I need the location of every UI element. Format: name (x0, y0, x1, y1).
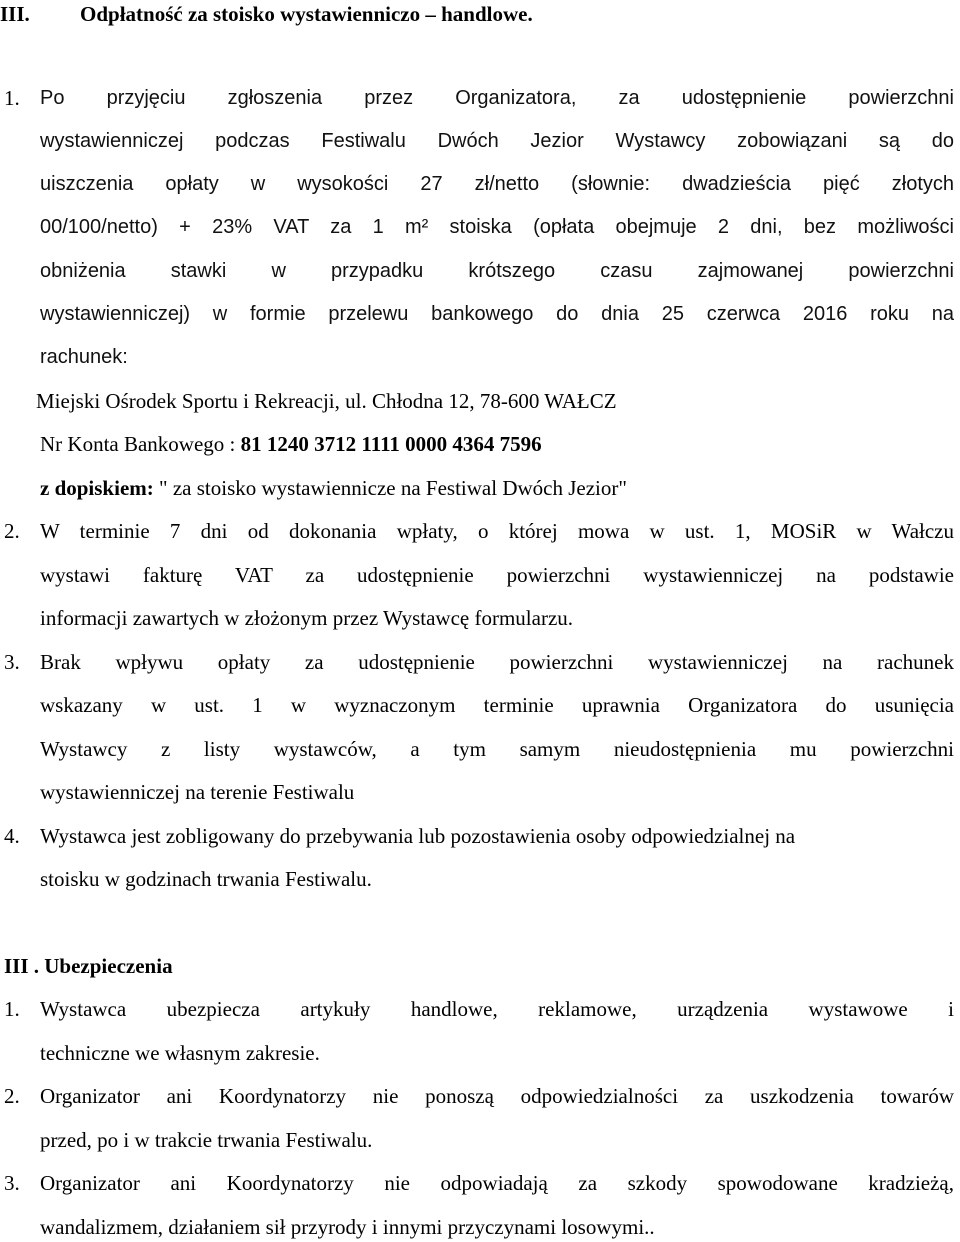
note-label: z dopiskiem: (40, 476, 154, 500)
p1-line-2: wystawienniczej podczas Festiwalu Dwóch Jezior Wystawcy zobowiązani są do (40, 130, 954, 152)
u2-line-2: przed, po i w trakcie trwania Festiwalu. (40, 1128, 373, 1152)
u1-line-2: techniczne we własnym zakresie. (40, 1041, 320, 1065)
paragraph-number: 2. (4, 1084, 20, 1108)
u3-line-2: wandalizmem, działaniem sił przyrody i innymi przyczynami losowymi.. (40, 1215, 655, 1239)
note-text: " za stoisko wystawiennicze na Festiwal Dwóch Jezior" (153, 476, 627, 500)
p1-line-6: wystawienniczej) w formie przelewu bankowego do dnia 25 czerwca 2016 roku na (40, 303, 954, 325)
u2-line-1: Organizator ani Koordynatorzy nie ponoszą odpowiedzialności za uszkodzenia towarów (40, 1084, 954, 1108)
p1-line-7: rachunek: (40, 346, 128, 368)
p3-line-2: wskazany w ust. 1 w wyznaczonym terminie uprawnia Organizatora do usunięcia (40, 693, 954, 717)
transfer-note-line (40, 476, 954, 500)
bank-account-line (40, 432, 954, 456)
u3-line-1: Organizator ani Koordynatorzy nie odpowiadają za szkody spowodowane kradzieżą, (40, 1171, 954, 1195)
account-label: Nr Konta Bankowego : (40, 432, 241, 456)
account-number: 81 1240 3712 1111 0000 4364 7596 (240, 432, 542, 456)
p2-line-3: informacji zawartych w złożonym przez Wystawcę formularzu. (40, 606, 574, 630)
paragraph-number: 1. (4, 86, 20, 110)
p1-line-5: obniżenia stawki w przypadku krótszego czasu zajmowanej powierzchni (40, 260, 954, 282)
p2-line-2: wystawi fakturę VAT za udostępnienie powierzchni wystawienniczej na podstawie (40, 563, 954, 587)
section-number: III. (0, 2, 30, 26)
recipient-address: Miejski Ośrodek Sportu i Rekreacji, ul. Chłodna 12, 78-600 WAŁCZ (36, 389, 617, 413)
paragraph-number: 1. (4, 997, 20, 1021)
p3-line-4: wystawienniczej na terenie Festiwalu (40, 780, 355, 804)
u1-line-1: Wystawca ubezpiecza artykuły handlowe, reklamowe, urządzenia wystawowe i (40, 997, 954, 1021)
section-heading-ubezpieczenia: III . Ubezpieczenia (4, 954, 173, 978)
p4-line-1: Wystawca jest zobligowany do przebywania lub pozostawienia osoby odpowiedzialnej na (40, 824, 796, 848)
p2-line-1: W terminie 7 dni od dokonania wpłaty, o której mowa w ust. 1, MOSiR w Wałczu (40, 519, 954, 543)
p1-line-3: uiszczenia opłaty w wysokości 27 zł/netto (słownie: dwadzieścia pięć złotych (40, 173, 954, 195)
paragraph-number: 3. (4, 650, 20, 674)
paragraph-number: 4. (4, 824, 20, 848)
paragraph-number: 2. (4, 519, 20, 543)
p1-line-1: Po przyjęciu zgłoszenia przez Organizatora, za udostępnienie powierzchni (40, 87, 954, 109)
paragraph-number: 3. (4, 1171, 20, 1195)
p4-line-2: stoisku w godzinach trwania Festiwalu. (40, 867, 372, 891)
p1-line-4: 00/100/netto) + 23% VAT za 1 m² stoiska (opłata obejmuje 2 dni, bez możliwości (40, 216, 954, 238)
section-title: Odpłatność za stoisko wystawienniczo – handlowe. (80, 2, 533, 26)
p3-line-1: Brak wpływu opłaty za udostępnienie powierzchni wystawienniczej na rachunek (40, 650, 954, 674)
p3-line-3: Wystawcy z listy wystawców, a tym samym nieudostępnienia mu powierzchni (40, 737, 954, 761)
